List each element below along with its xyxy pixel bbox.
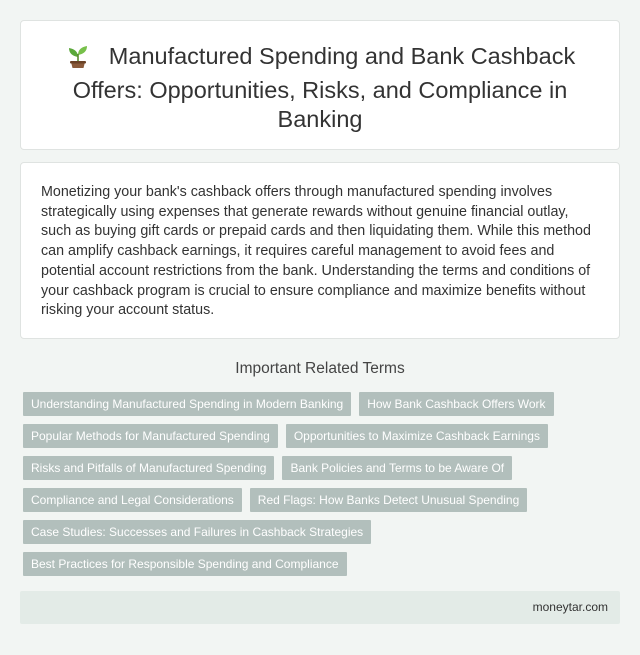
- tag-bank-policies[interactable]: Bank Policies and Terms to be Aware Of: [282, 456, 512, 480]
- seedling-icon: [65, 43, 91, 76]
- related-terms-tags: [23, 392, 623, 584]
- tag-row: [23, 424, 623, 448]
- tag-row: [23, 552, 623, 576]
- tag-best-practices[interactable]: Best Practices for Responsible Spending and Compliance: [23, 552, 347, 576]
- footer: [20, 591, 620, 624]
- tag-opportunities-maximize[interactable]: Opportunities to Maximize Cashback Earnings: [286, 424, 548, 448]
- tag-how-cashback-offers-work[interactable]: How Bank Cashback Offers Work: [359, 392, 553, 416]
- footer-site-link[interactable]: moneytar.com: [532, 600, 608, 614]
- page-title: [51, 42, 589, 134]
- intro-card: [20, 162, 620, 339]
- tag-row: [23, 456, 623, 480]
- tag-row: [23, 392, 623, 416]
- title-card: [20, 20, 620, 150]
- page-title-text: Manufactured Spending and Bank Cashback Offers: Opportunities, Risks, and Compliance in Banking: [72, 43, 576, 132]
- related-terms-heading: Important Related Terms: [235, 360, 405, 377]
- intro-paragraph: Monetizing your bank's cashback offers through manufactured spending involves strategically using expenses that generate rewards without genuine financial outlay, such as buying gift cards or prepaid cards and then liquidating them. While this method can amplify cashback earnings, it requires careful management to avoid fees and potential account restrictions from the bank. Understanding the terms and conditions of your cashback program is crucial to ensure compliance and maximize benefits without risking your account status.: [41, 184, 591, 319]
- tag-risks-and-pitfalls[interactable]: Risks and Pitfalls of Manufactured Spending: [23, 456, 274, 480]
- tag-row: [23, 520, 623, 544]
- tag-row: [23, 488, 623, 512]
- tag-compliance-legal[interactable]: Compliance and Legal Considerations: [23, 488, 242, 512]
- tag-popular-methods[interactable]: Popular Methods for Manufactured Spending: [23, 424, 278, 448]
- tag-case-studies[interactable]: Case Studies: Successes and Failures in Cashback Strategies: [23, 520, 371, 544]
- tag-red-flags[interactable]: Red Flags: How Banks Detect Unusual Spending: [250, 488, 527, 512]
- tag-understanding-manufactured-spending[interactable]: Understanding Manufactured Spending in Modern Banking: [23, 392, 351, 416]
